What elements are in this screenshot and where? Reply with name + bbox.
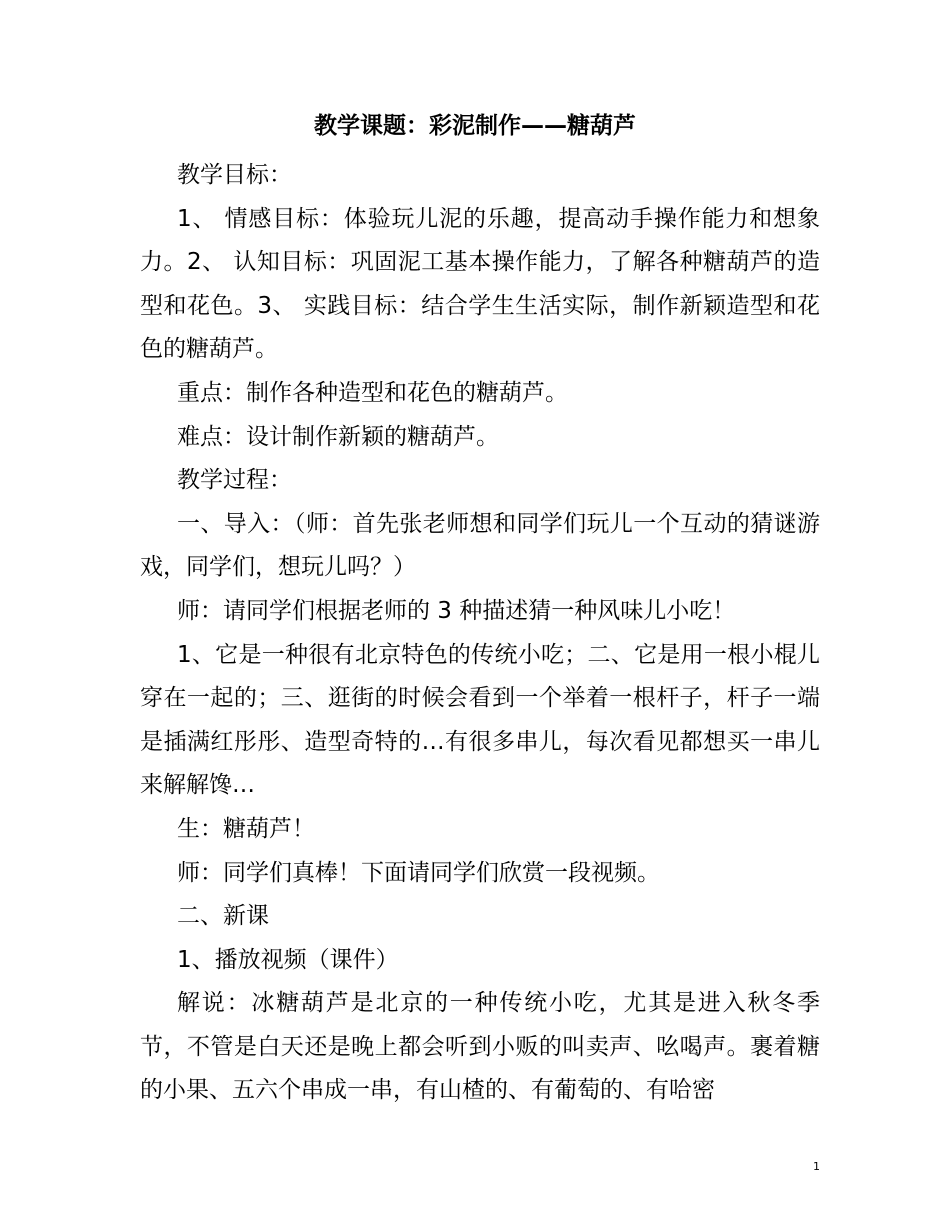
page-number: 1 — [813, 1160, 820, 1173]
paragraph-key-point: 重点：制作各种造型和花色的糖葫芦。 — [177, 379, 568, 406]
paragraph-teaching-goals-heading: 教学目标： — [177, 162, 292, 188]
paragraph-teacher-video: 师：同学们真棒！下面请同学们欣赏一段视频。 — [177, 859, 660, 886]
document-body — [140, 154, 820, 1113]
paragraph-goals: 1、 情感目标：体验玩儿泥的乐趣，提高动手操作能力和想象力。2、 认知目标：巩固泥工基本操作能力，了解各种糖葫芦的造型和花色。3、 实践目标：结合学生生活实际，制作新颖造型和花色的糖葫芦。 — [140, 205, 820, 363]
paragraph-teacher-riddle: 师：请同学们根据老师的 3 种描述猜一种风味儿小吃！ — [177, 597, 736, 624]
paragraph-introduction: 一、导入：（师：首先张老师想和同学们玩儿一个互动的猜谜游戏，同学们，想玩儿吗？） — [140, 510, 820, 581]
paragraph-process-heading: 教学过程： — [177, 467, 292, 494]
paragraph-student-answer: 生：糖葫芦！ — [177, 815, 315, 842]
paragraph-play-video: 1、播放视频（课件） — [177, 946, 399, 973]
paragraph-narration: 解说：冰糖葫芦是北京的一种传统小吃，尤其是进入秋冬季节，不管是白天还是晚上都会听到小贩的叫卖声、吆喝声。裹着糖的小果、五六个串成一串，有山楂的、有葡萄的、有哈密 — [140, 990, 820, 1104]
paragraph-new-lesson-heading: 二、新课 — [177, 903, 269, 930]
paragraph-riddle-clues: 1、它是一种很有北京特色的传统小吃；二、它是用一根小棍儿穿在一起的；三、逛街的时候会看到一个举着一根杆子，杆子一端是插满红彤彤、造型奇特的…有很多串儿，每次看见都想买一串儿来解解馋… — [140, 641, 820, 799]
document-title: 教学课题：彩泥制作——糖葫芦 — [314, 113, 636, 139]
paragraph-difficulty: 难点：设计制作新颖的糖葫芦。 — [177, 423, 499, 450]
